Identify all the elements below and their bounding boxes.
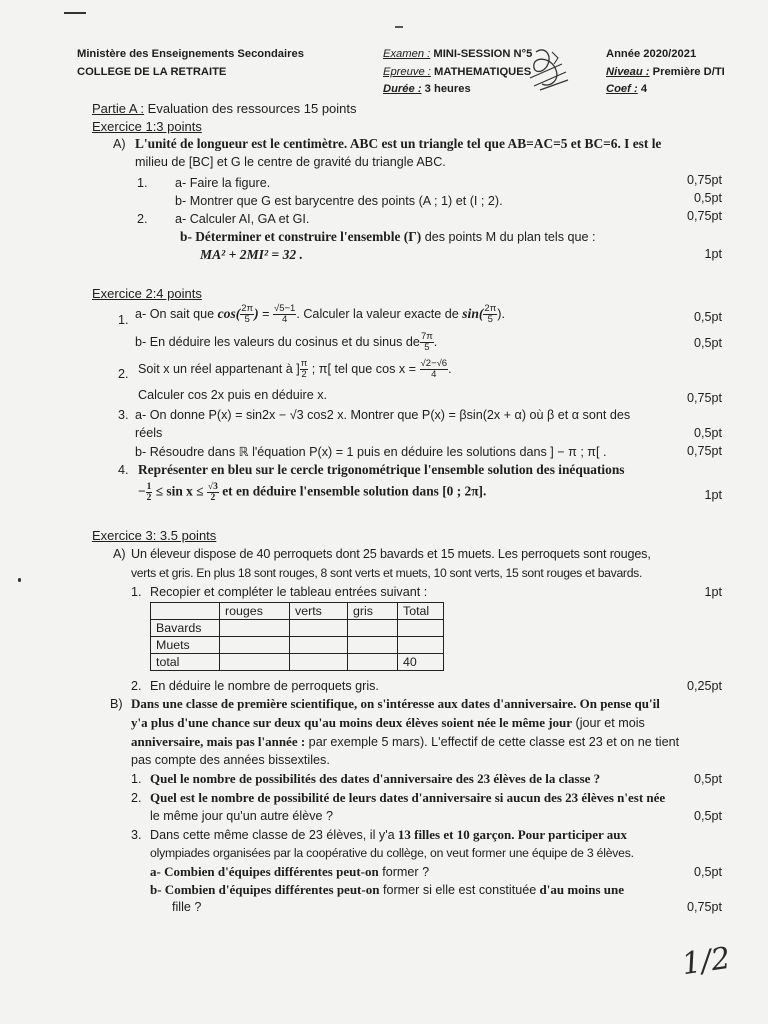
ex1-part-a-prefix: A) bbox=[113, 137, 126, 151]
ex1-q1a-points: 0,75pt bbox=[686, 173, 722, 187]
scan-mark bbox=[395, 26, 403, 28]
college-name: COLLEGE DE LA RETRAITE bbox=[77, 66, 227, 78]
table-cell bbox=[290, 637, 348, 654]
table-cell bbox=[348, 654, 398, 671]
ex1-q2a-points: 0,75pt bbox=[686, 209, 722, 223]
table-cell bbox=[398, 620, 444, 637]
ex3-bq2-line2: le même jour qu'un autre élève ? bbox=[150, 809, 334, 823]
ex3-b-line1: Dans une classe de première scientifique, on s'intéresse aux dates d'anniversaire. On pense qu'il bbox=[131, 696, 660, 711]
ministry-name: Ministère des Enseignements Secondaires bbox=[77, 48, 304, 60]
ex3-bq3-line1: Dans cette même classe de 23 élèves, il y'a 13 filles et 10 garçon. Pour participer aux bbox=[150, 827, 628, 842]
table-cell bbox=[220, 654, 290, 671]
ex3-part-b-prefix: B) bbox=[110, 697, 123, 711]
ex1-q1-number: 1. bbox=[137, 176, 148, 190]
ex1-q2b-points: 1pt bbox=[704, 247, 722, 261]
ex3-statement-line2: verts et gris. En plus 18 sont rouges, 8 sont verts et muets, 10 sont verts, 15 sont rouges et bavards. bbox=[131, 566, 643, 580]
ex2-q2-line2: Calculer cos 2x puis en déduire x. bbox=[138, 388, 328, 402]
ex2-q4-line2: − $\frac{1}{2}$ ≤ sin x ≤ $\frac{√3}{2}$ et en déduire l'ensemble solution dans [0 ; 2π]. bbox=[138, 482, 487, 503]
coef-line: Coef : 4 bbox=[606, 83, 648, 95]
scan-dot bbox=[18, 578, 21, 582]
ex3-bq2-line1: Quel est le nombre de possibilité de leurs dates d'anniversaire si aucun des 23 élèves n'est née bbox=[150, 790, 666, 805]
ex1-q1a: a- Faire la figure. bbox=[175, 176, 271, 190]
table-header-cell: Total bbox=[398, 603, 444, 620]
ex3-bq3b-line2: fille ? bbox=[172, 900, 202, 914]
ex3-q2: En déduire le nombre de perroquets gris. bbox=[150, 679, 379, 693]
table-header-cell: gris bbox=[348, 603, 398, 620]
ex2-q2-points: 0,75pt bbox=[686, 391, 722, 405]
scan-mark bbox=[64, 12, 86, 14]
exercise-2-title: Exercice 2:4 points bbox=[92, 286, 202, 301]
ex3-bq1-number: 1. bbox=[131, 772, 142, 786]
epreuve-line: Epreuve : MATHEMATIQUES bbox=[383, 66, 532, 78]
table-cell: 40 bbox=[398, 654, 444, 671]
ex2-q2-number: 2. bbox=[118, 367, 129, 381]
table-row bbox=[151, 637, 444, 654]
table-cell bbox=[348, 637, 398, 654]
ex2-q3a-points: 0,5pt bbox=[693, 426, 722, 440]
ex2-q3-number: 3. bbox=[118, 408, 129, 422]
parrot-table bbox=[150, 602, 444, 671]
ex3-q1-number: 1. bbox=[131, 585, 142, 599]
ex2-q1b: b- En déduire les valeurs du cosinus et du sinus de $\frac{7\pi}{5}$ . bbox=[135, 331, 438, 353]
ex3-b-line2: y'a plus d'une chance sur deux qu'au moins deux élèves soient née le même jour (jour et mois bbox=[131, 715, 645, 730]
ex2-q1a: a- On sait que cos( $\frac{2\pi}{5}$ ) = $\frac{√5-1}{4}$ . Calculer la valeur exacte de sin( $\frac{2\pi}{5}$ ). bbox=[135, 303, 505, 325]
exercise-1-title: Exercice 1:3 points bbox=[92, 119, 202, 134]
handwritten-signature bbox=[522, 44, 574, 96]
ex3-bq1: Quel le nombre de possibilités des dates d'anniversaire des 23 élèves de la classe ? bbox=[150, 771, 601, 786]
table-cell: Bavards bbox=[151, 620, 220, 637]
ex3-bq2-number: 2. bbox=[131, 791, 142, 805]
ex3-bq2-points: 0,5pt bbox=[693, 809, 722, 823]
ex3-q1: Recopier et compléter le tableau entrées suivant : bbox=[150, 585, 428, 599]
ex1-q2b: b- Déterminer et construire l'ensemble (Γ) des points M du plan tels que : bbox=[180, 229, 596, 244]
ex3-bq3-number: 3. bbox=[131, 828, 142, 842]
table-cell bbox=[398, 637, 444, 654]
ex1-q1b: b- Montrer que G est barycentre des points (A ; 1) et (I ; 2). bbox=[175, 194, 503, 208]
ex2-q1a-points: 0,5pt bbox=[693, 310, 722, 324]
ex2-q1-number: 1. bbox=[118, 313, 129, 327]
ex3-bq3a-points: 0,5pt bbox=[693, 865, 722, 879]
table-header-row bbox=[151, 603, 444, 620]
table-header-cell bbox=[151, 603, 220, 620]
partie-a-title: Partie A : Evaluation des ressources 15 points bbox=[92, 101, 357, 116]
ex2-q3b: b- Résoudre dans ℝ l'équation P(x) = 1 puis en déduire les solutions dans ] − π ; π[ . bbox=[135, 445, 607, 459]
ex3-bq3b-points: 0,75pt bbox=[686, 900, 722, 914]
ex2-q4-points: 1pt bbox=[704, 488, 722, 502]
table-cell bbox=[290, 654, 348, 671]
ex3-q2-points: 0,25pt bbox=[686, 679, 722, 693]
table-header-cell: verts bbox=[290, 603, 348, 620]
ex3-q2-number: 2. bbox=[131, 679, 142, 693]
duree-line: Durée : 3 heures bbox=[383, 83, 471, 95]
table-cell bbox=[290, 620, 348, 637]
table-row bbox=[151, 620, 444, 637]
ex1-q1b-points: 0,5pt bbox=[693, 191, 722, 205]
niveau-line: Niveau : Première D/TI bbox=[606, 66, 725, 78]
ex3-part-a-prefix: A) bbox=[113, 547, 126, 561]
ex2-q4-number: 4. bbox=[118, 463, 129, 477]
ex3-bq1-points: 0,5pt bbox=[693, 772, 722, 786]
table-header-cell: rouges bbox=[220, 603, 290, 620]
ex3-b-line4: pas compte des années bissextiles. bbox=[131, 753, 330, 767]
table-cell bbox=[220, 620, 290, 637]
ex2-q3a: a- On donne P(x) = sin2x − √3 cos2 x. Montrer que P(x) = βsin(2x + α) où β et α sont des bbox=[135, 408, 631, 422]
school-year: Année 2020/2021 bbox=[606, 48, 697, 60]
table-cell: Muets bbox=[151, 637, 220, 654]
table-cell bbox=[348, 620, 398, 637]
ex1-statement-line1: L'unité de longueur est le centimètre. ABC est un triangle tel que AB=AC=5 et BC=6. I est le bbox=[135, 136, 662, 151]
ex2-q3b-points: 0,75pt bbox=[686, 444, 722, 458]
ex3-bq3-line2: olympiades organisées par la coopérative du collège, on veut former une équipe de 3 élèves. bbox=[150, 846, 634, 860]
page-number: 1/2 bbox=[679, 940, 733, 983]
ex1-q2a: a- Calculer AI, GA et GI. bbox=[175, 212, 310, 226]
ex3-statement-line1: Un éleveur dispose de 40 perroquets dont 25 bavards et 15 muets. Les perroquets sont rouges, bbox=[131, 547, 651, 561]
ex3-b-line3: anniversaire, mais pas l'année : par exemple 5 mars). L'effectif de cette classe est 23 et on ne tient bbox=[131, 734, 680, 749]
ex3-q1-points: 1pt bbox=[704, 585, 722, 599]
table-cell: total bbox=[151, 654, 220, 671]
ex3-bq3a: a- Combien d'équipes différentes peut-on former ? bbox=[150, 864, 430, 879]
ex1-q2-number: 2. bbox=[137, 212, 148, 226]
ex1-statement-line2: milieu de [BC] et G le centre de gravité du triangle ABC. bbox=[135, 155, 446, 169]
ex1-q2b-equation: MA² + 2MI² = 32 . bbox=[200, 247, 303, 262]
exam-line: Examen : MINI-SESSION N°5 bbox=[383, 48, 533, 60]
ex2-q2-line1: Soit x un réel appartenant à ] $\frac{\pi}{2}$ ; π[ tel que cos x = $\frac{√2-√6}{4}$ . bbox=[138, 358, 452, 380]
exercise-3-title: Exercice 3: 3.5 points bbox=[92, 528, 217, 543]
ex2-q3a-line2: réels bbox=[135, 426, 163, 440]
ex3-bq3b: b- Combien d'équipes différentes peut-on former si elle est constituée d'au moins une bbox=[150, 882, 625, 897]
ex2-q1b-points: 0,5pt bbox=[693, 336, 722, 350]
table-cell bbox=[220, 637, 290, 654]
ex2-q4-line1: Représenter en bleu sur le cercle trigonométrique l'ensemble solution des inéquations bbox=[138, 462, 625, 477]
table-row bbox=[151, 654, 444, 671]
